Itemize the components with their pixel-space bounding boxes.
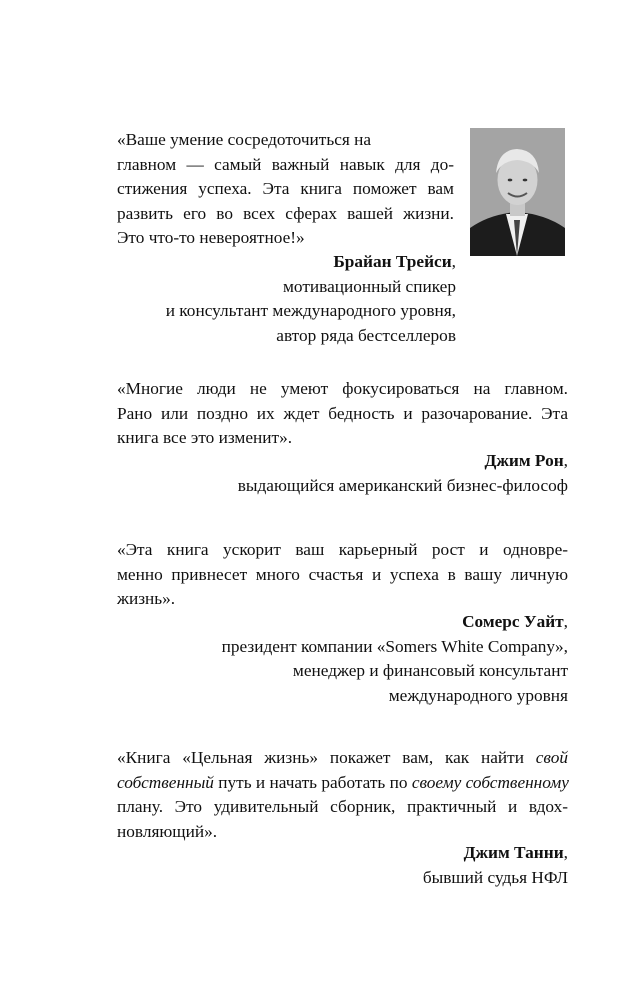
quote-4-emphasis-1: свой bbox=[535, 748, 568, 767]
quote-4-emphasis-2: собственный bbox=[117, 772, 214, 792]
quote-4-role-1: бывший судья НФЛ bbox=[422, 867, 568, 887]
quote-3-role-1: президент компании «Somers White Company», bbox=[221, 636, 568, 656]
separator: , bbox=[563, 451, 568, 470]
quote-1-attribution bbox=[166, 250, 456, 348]
quote-1-line-1: «Ваше умение сосредоточиться на bbox=[117, 130, 372, 149]
quote-4-line-1-text: «Книга «Цельная жизнь» покажет вам, как найти bbox=[117, 748, 536, 767]
quote-4-line-2 bbox=[117, 771, 568, 796]
quote-1-role-3: автор ряда бестселлеров bbox=[276, 325, 456, 345]
quote-4-line-3: плану. Это удивительный сборник, практичный и вдох- bbox=[117, 797, 568, 816]
quote-4-text bbox=[117, 746, 568, 844]
quote-4-author: Джим Танни bbox=[463, 843, 564, 862]
quote-4-emphasis-3: своему собственному bbox=[411, 772, 569, 792]
quote-2-text bbox=[117, 377, 568, 451]
separator: , bbox=[563, 843, 568, 862]
quote-2-line-1: «Многие люди не умеют фокусироваться на главном. bbox=[117, 379, 568, 398]
quote-1-role-2: и консультант международного уровня, bbox=[165, 301, 456, 320]
quote-1-line-5: Это что-то невероятное!» bbox=[117, 228, 305, 247]
quote-2-role-1: выдающийся американский бизнес-философ bbox=[237, 475, 568, 495]
separator: , bbox=[451, 252, 456, 271]
quote-1-role-1: мотивационный спикер bbox=[282, 276, 456, 296]
quote-3-attribution bbox=[222, 610, 568, 708]
quote-3-role-3: международного уровня bbox=[388, 685, 568, 705]
quote-4-line-2-text: путь и начать работать по bbox=[213, 772, 412, 792]
quote-4-attribution bbox=[423, 841, 568, 890]
quote-3-line-2: менно привнесет много счастья и успеха в вашу личную bbox=[117, 564, 568, 584]
quote-3-line-1: «Эта книга ускорит ваш карьерный рост и одновре- bbox=[117, 540, 568, 559]
quote-3-line-3: жизнь». bbox=[117, 589, 176, 608]
quote-1-line-3: стижения успеха. Эта книга поможет вам bbox=[117, 179, 454, 198]
quote-1-line-2: главном — самый важный навык для до- bbox=[117, 154, 454, 174]
quote-1-text bbox=[117, 128, 454, 251]
quote-3-text bbox=[117, 538, 568, 612]
author-portrait-image bbox=[470, 128, 565, 256]
quote-4-line-4: новляющий». bbox=[117, 821, 218, 841]
quote-3-author: Сомерс Уайт bbox=[462, 612, 564, 631]
quote-2-line-2: Рано или поздно их ждет бедность и разочарование. Эта bbox=[117, 403, 568, 423]
separator: , bbox=[563, 612, 568, 631]
quote-3-role-2: менеджер и финансовый консультант bbox=[292, 661, 568, 680]
quote-1-author: Брайан Трейси bbox=[333, 252, 452, 271]
quote-2-line-3: книга все это изменит». bbox=[117, 428, 293, 447]
quote-1-line-4: развить его во всех сферах вашей жизни. bbox=[117, 203, 454, 223]
quote-2-author: Джим Рон bbox=[484, 451, 564, 470]
quote-4-line-1 bbox=[117, 746, 568, 771]
quote-2-attribution bbox=[238, 449, 568, 498]
